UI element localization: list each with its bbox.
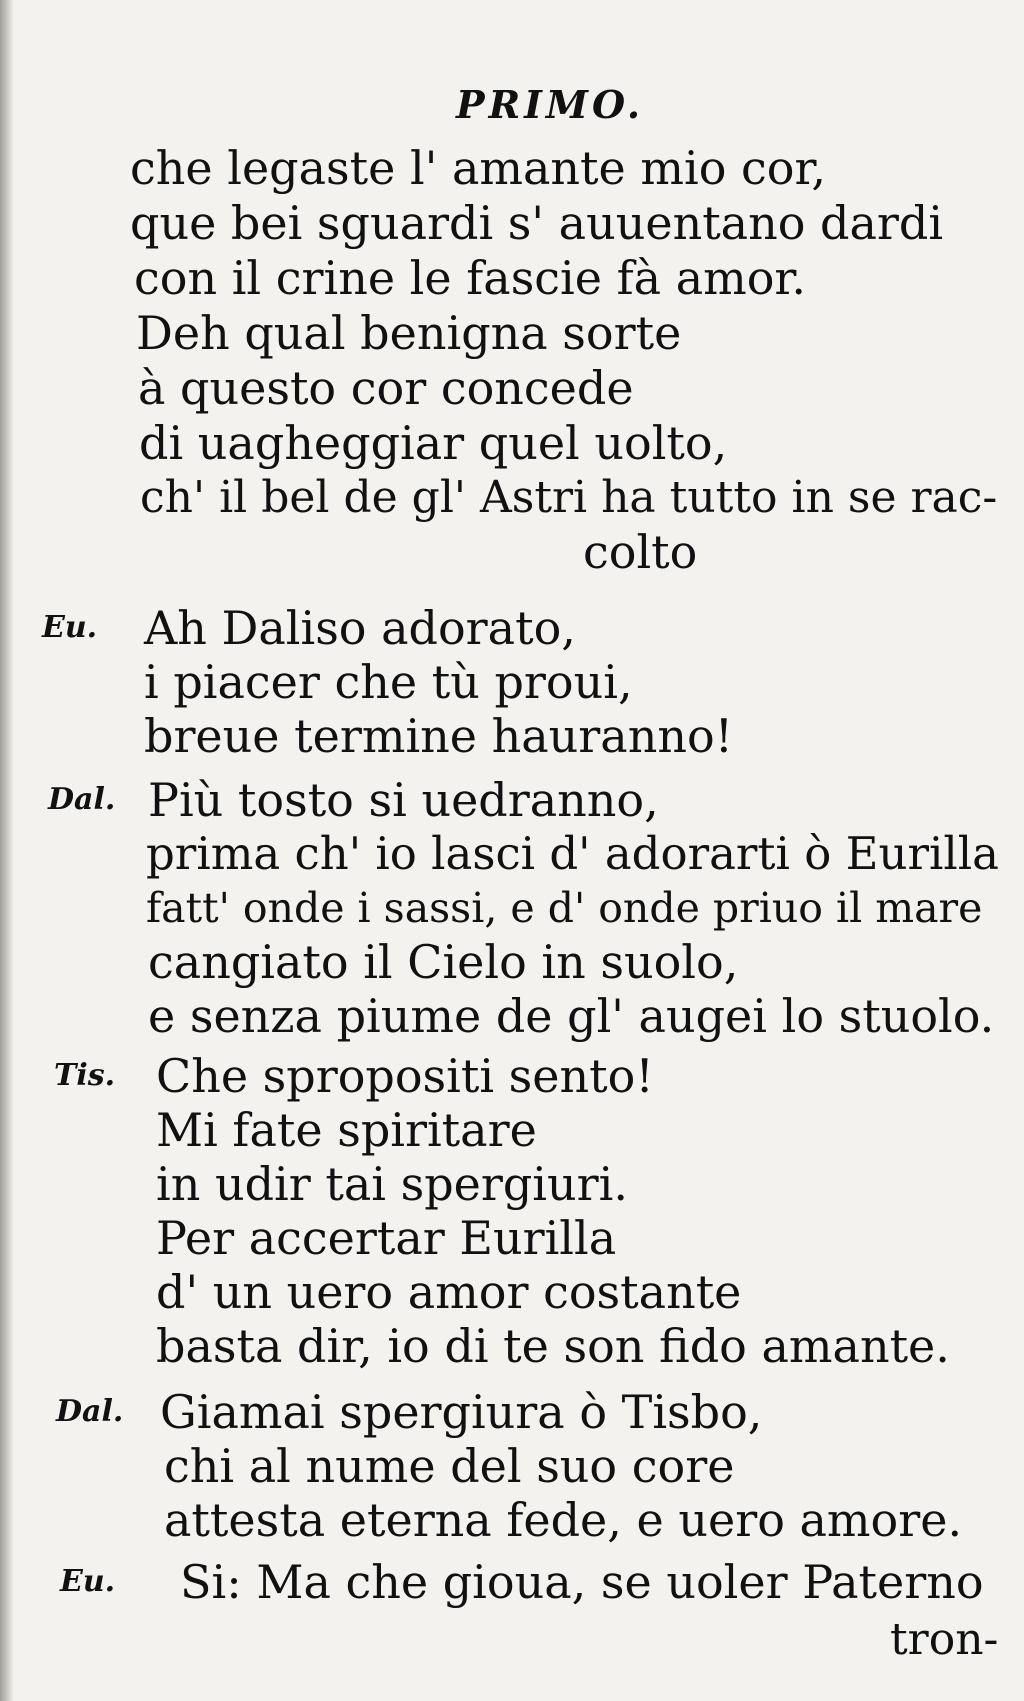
verse-line: d' un uero amor costante — [156, 1265, 742, 1319]
verse-line: Si: Ma che gioua, se uoler Paterno — [180, 1555, 984, 1609]
catchword: tron- — [890, 1614, 999, 1665]
verse-line: Che spropositi sento! — [156, 1049, 654, 1103]
verse-line: attesta eterna fede, e uero amore. — [164, 1493, 963, 1547]
speaker-label: Dal. — [56, 1394, 124, 1429]
verse-line: Più tosto si uedranno, — [148, 773, 659, 827]
speaker-label: Tis. — [54, 1058, 116, 1093]
verse-line: con il crine le fascie fà amor. — [134, 251, 806, 305]
verse-line: chi al nume del suo core — [164, 1439, 735, 1493]
running-head: PRIMO. — [456, 82, 645, 127]
verse-line: fatt' onde i sassi, e d' onde priuo il mare — [146, 884, 983, 932]
verse-line: Per accertar Eurilla — [156, 1211, 617, 1265]
verse-line: i piacer che tù proui, — [144, 655, 633, 709]
speaker-label: Eu. — [42, 610, 98, 645]
verse-line: prima ch' io lasci d' adorarti ò Eurilla — [146, 827, 999, 880]
speaker-label: Dal. — [48, 782, 116, 817]
verse-line: Giamai spergiura ò Tisbo, — [160, 1385, 763, 1439]
verse-line: cangiato il Cielo in suolo, — [148, 935, 739, 989]
verse-line: basta dir, io di te son fido amante. — [156, 1319, 950, 1373]
verse-line: breue termine hauranno! — [144, 709, 734, 763]
verse-line: che legaste l' amante mio cor, — [130, 141, 827, 195]
verse-line: Deh qual benigna sorte — [136, 306, 682, 360]
verse-line: Ah Daliso adorato, — [144, 601, 576, 655]
speaker-label: Eu. — [60, 1564, 116, 1599]
verse-line: di uagheggiar quel uolto, — [139, 416, 728, 470]
verse-line: Mi fate spiritare — [156, 1103, 537, 1157]
verse-line: in udir tai spergiuri. — [156, 1157, 628, 1211]
verse-line: à questo cor concede — [138, 361, 634, 415]
verse-line: ch' il bel de gl' Astri ha tutto in se rac- — [140, 472, 998, 523]
verse-line: colto — [583, 525, 698, 579]
verse-line: e senza piume de gl' augei lo stuolo. — [148, 989, 995, 1043]
verse-line: que bei sguardi s' auuentano dardi — [130, 196, 944, 250]
